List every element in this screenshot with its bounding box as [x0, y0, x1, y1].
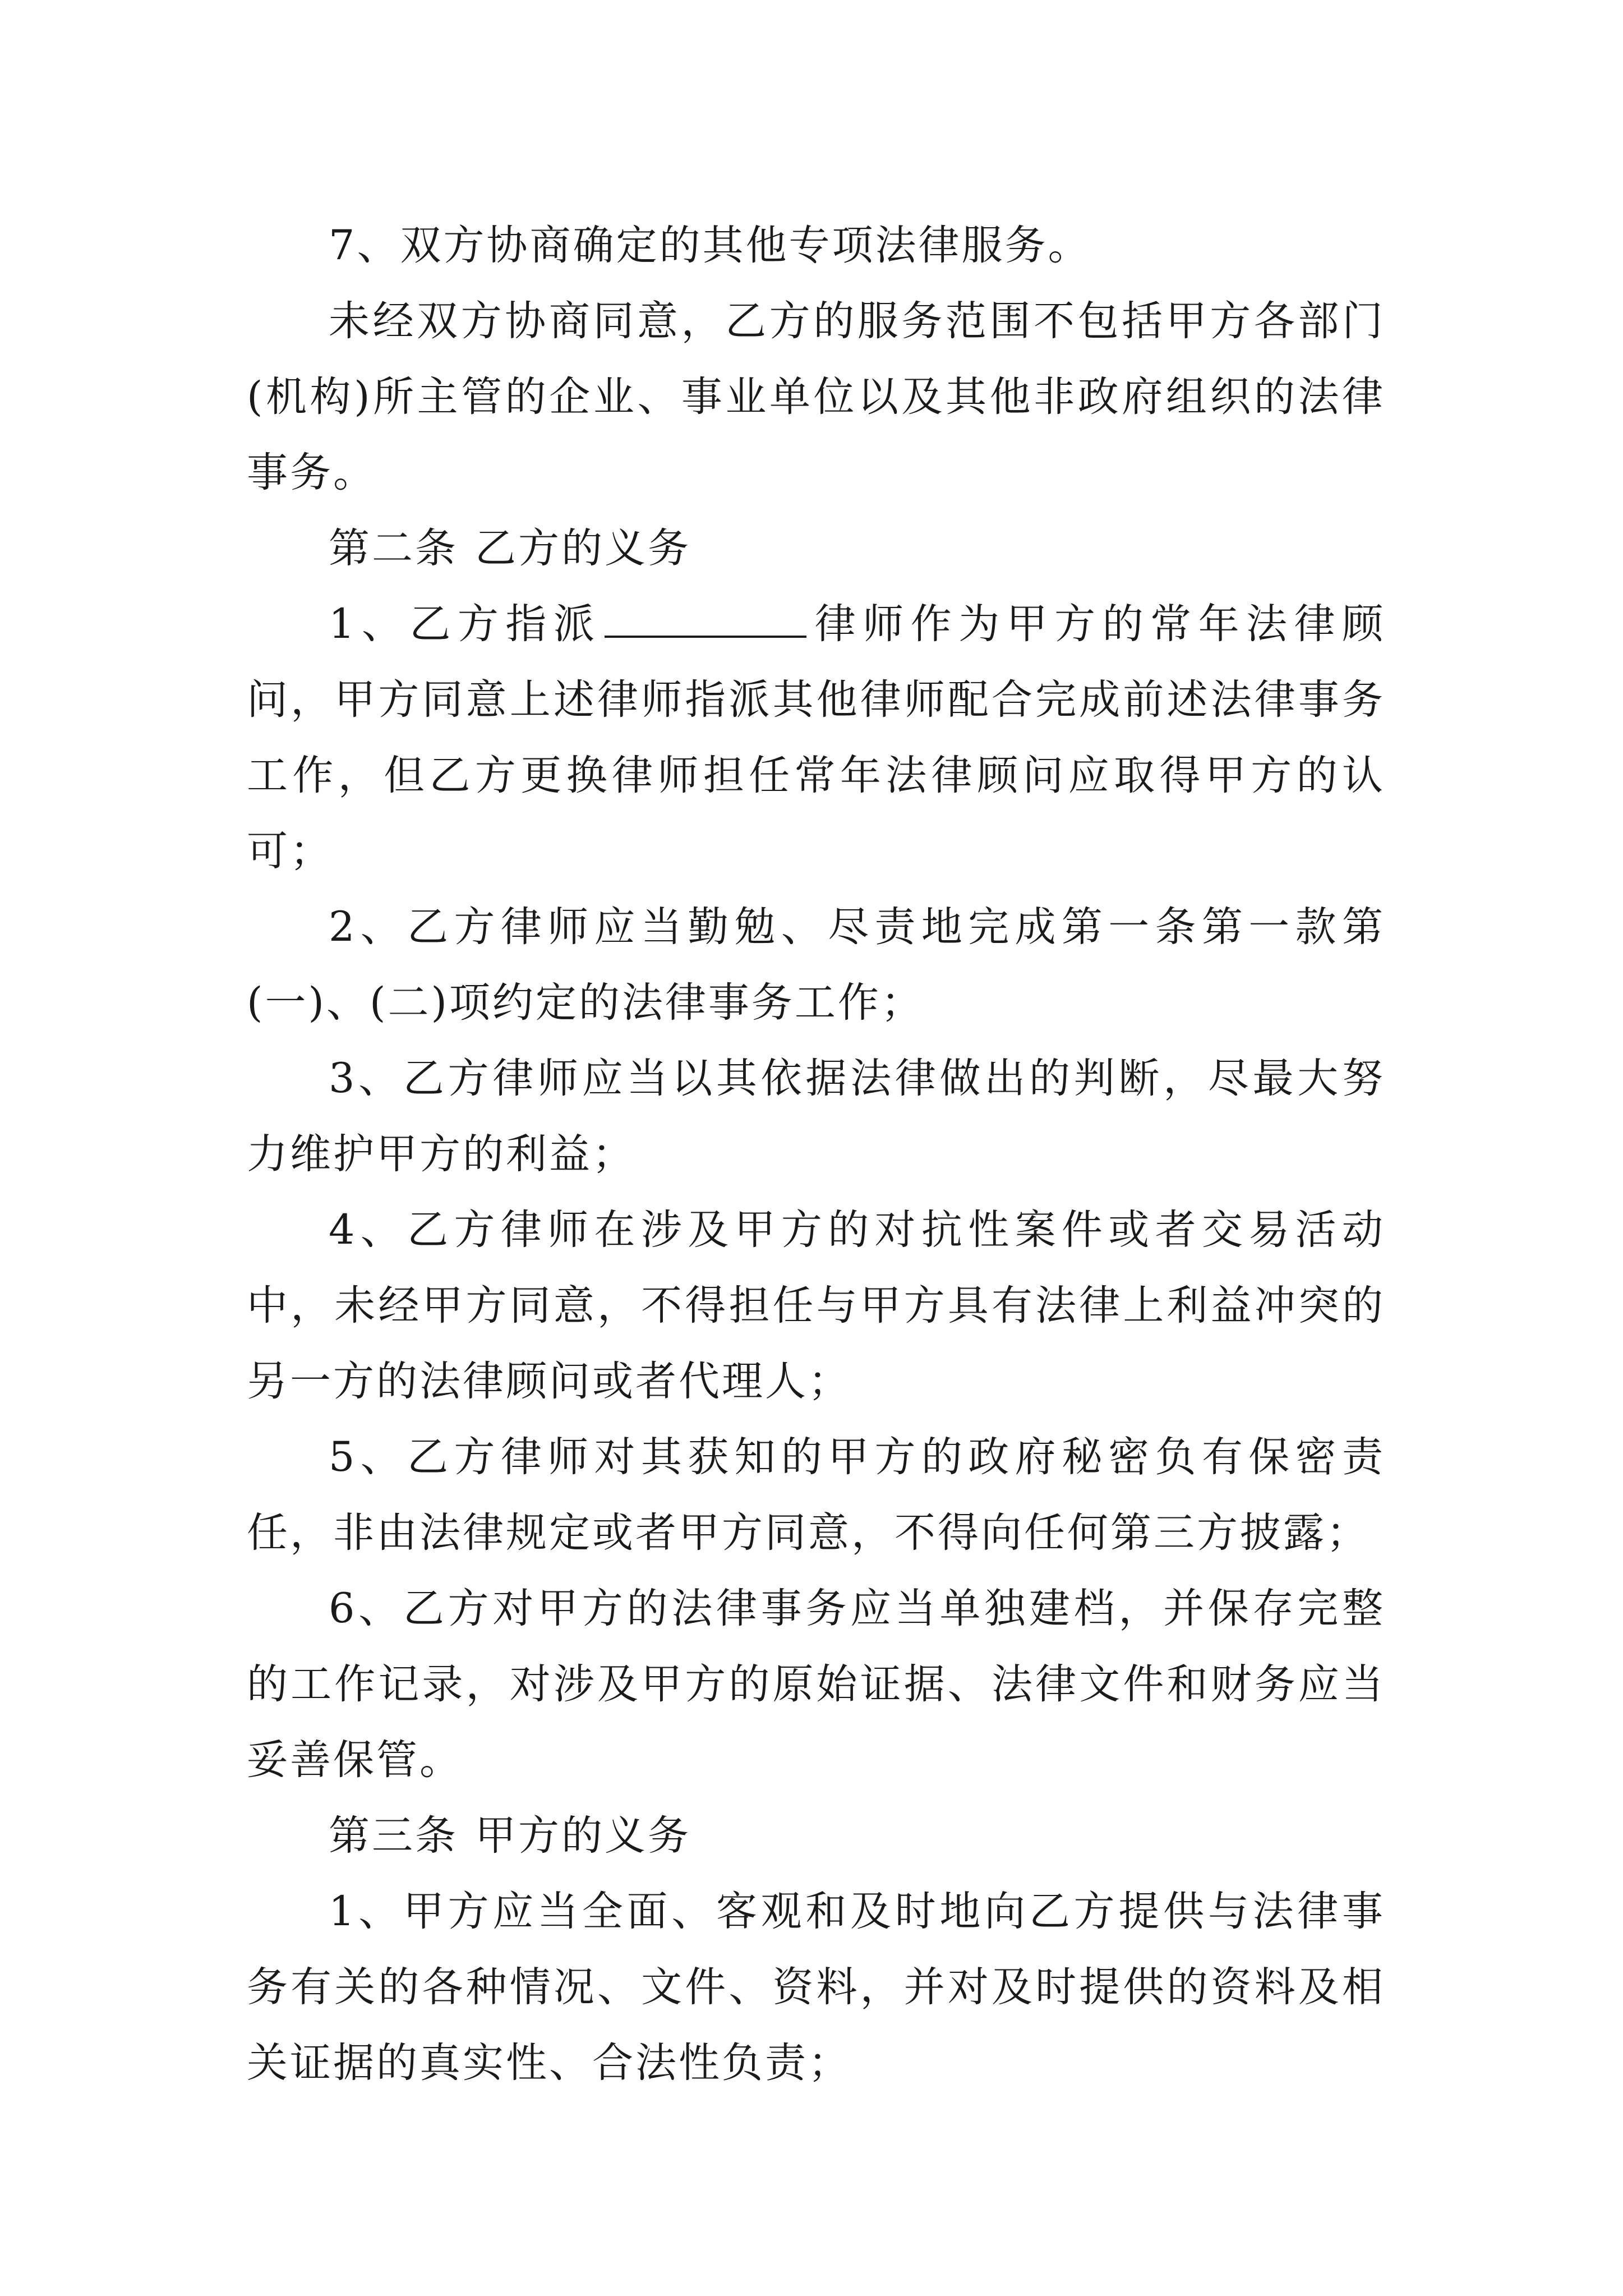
document-body: [247, 208, 1385, 2101]
article-3-number: 第三条: [329, 1812, 458, 1860]
obligation-2-paragraph: 2、乙方律师应当勤勉、尽责地完成第一条第一款第(一)、(二)项约定的法律事务工作；: [247, 903, 1385, 1027]
obligation-1-prefix: 1、乙方指派: [329, 600, 602, 648]
article-3-heading: [247, 1798, 1385, 1874]
obligation-6-paragraph: 6、乙方对甲方的法律事务应当单独建档，并保存完整的工作记录，对涉及甲方的原始证据、法律文件和财务应当妥善保管。: [247, 1585, 1385, 1784]
item-7-paragraph: 7、双方协商确定的其他专项法律服务。: [329, 222, 1091, 269]
article-2-number: 第二条: [329, 524, 458, 572]
article-2-heading: [247, 510, 1385, 586]
scope-paragraph: 未经双方协商同意，乙方的服务范围不包括甲方各部门(机构)所主管的企业、事业单位以及其他非政府组织的法律事务。: [247, 297, 1385, 496]
obligation-1-paragraph: [247, 586, 1385, 889]
obligation-3-paragraph: 3、乙方律师应当以其依据法律做出的判断，尽最大努力维护甲方的利益；: [247, 1055, 1385, 1178]
article-2-title: 乙方的义务: [475, 524, 691, 572]
duty-1-paragraph: 1、甲方应当全面、客观和及时地向乙方提供与法律事务有关的各种情况、文件、资料，并对及时提供的资料及相关证据的真实性、合法性负责；: [247, 1888, 1385, 2087]
obligation-5-paragraph: 5、乙方律师对其获知的甲方的政府秘密负有保密责任，非由法律规定或者甲方同意，不得向任何第三方披露；: [247, 1433, 1385, 1557]
obligation-4-paragraph: 4、乙方律师在涉及甲方的对抗性案件或者交易活动中，未经甲方同意，不得担任与甲方具有法律上利益冲突的另一方的法律顾问或者代理人；: [247, 1206, 1385, 1405]
obligation-1-text: 律师作为甲方的常年法律顾问，甲方同意上述律师指派其他律师配合完成前述法律事务工作，但乙方更换律师担任常年法律顾问应取得甲方的认可；: [247, 600, 1385, 875]
article-3-title: 甲方的义务: [475, 1812, 691, 1860]
lawyer-name-blank: [605, 596, 806, 638]
